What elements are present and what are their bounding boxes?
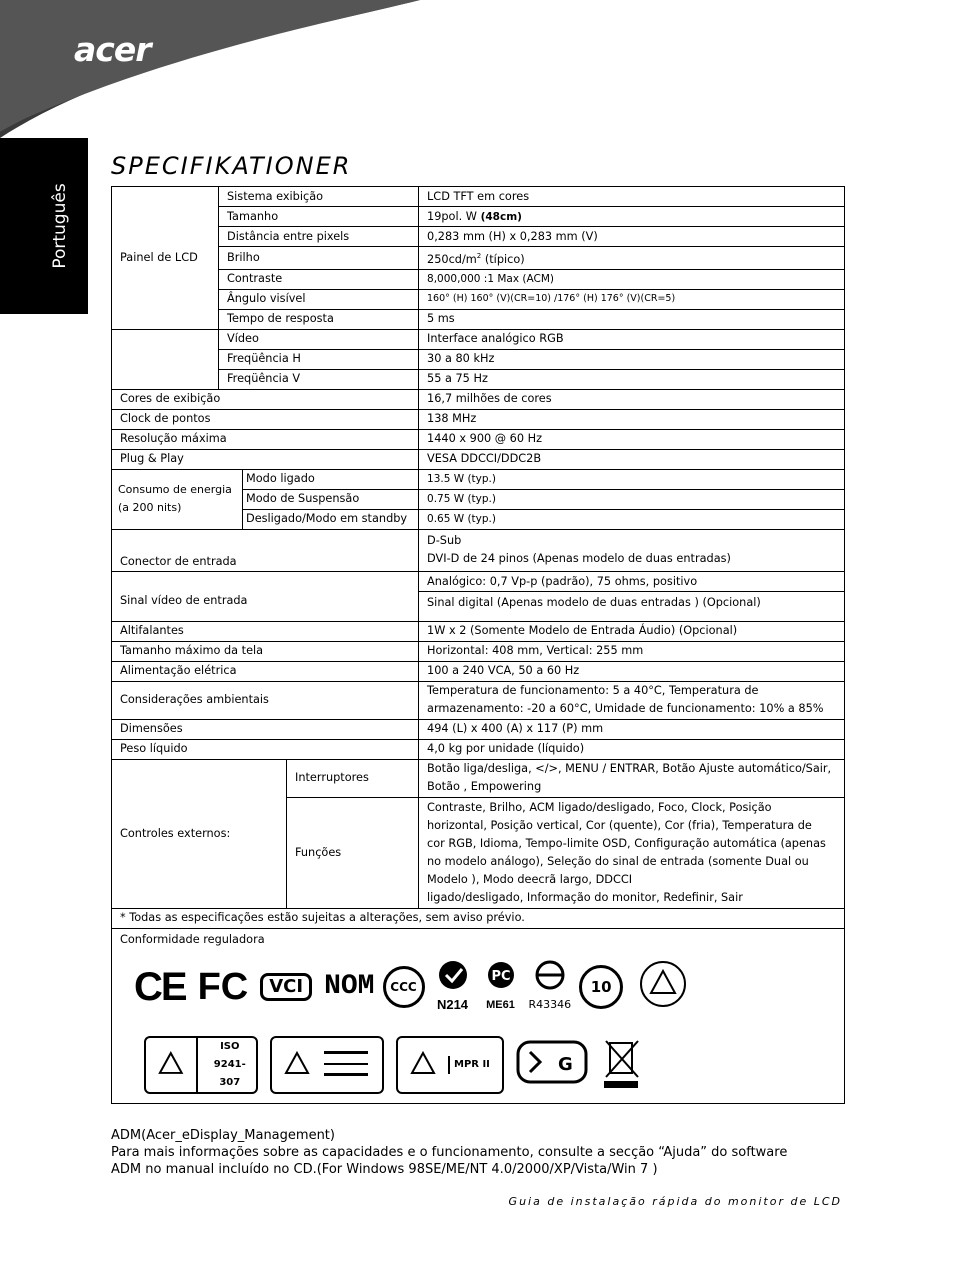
ctick-mark-icon xyxy=(433,960,473,1014)
spec-value-line: no modelo análogo), Seleção do sinal de entrada (somente Dual ou xyxy=(427,854,809,868)
spec-value: 0.75 W (typ.) xyxy=(419,489,845,509)
table-row xyxy=(112,389,845,409)
table-row xyxy=(112,719,845,739)
ukraine-mark-icon xyxy=(529,960,572,1014)
adm-section xyxy=(111,1127,841,1178)
spec-value-line: Temperatura de funcionamento: 5 a 40°C, Temperatura de xyxy=(427,684,759,698)
group-label-power-line2: (a 200 nits) xyxy=(118,501,182,515)
header-swoosh xyxy=(0,0,954,150)
spec-label: Cores de exibição xyxy=(112,389,419,409)
spec-value-line: ligado/desligado, Informação do monitor, Redefinir, Sair xyxy=(427,890,743,904)
table-row xyxy=(112,449,845,469)
spec-label: Plug & Play xyxy=(112,449,419,469)
spec-value: 4,0 kg por unidade (líquido) xyxy=(419,739,845,759)
ergonomics-g-mark-icon xyxy=(516,1038,588,1092)
compliance-logos-row-2 xyxy=(120,1019,836,1103)
spec-value: Interface analógico RGB xyxy=(419,329,845,349)
spec-label: Vídeo xyxy=(219,329,419,349)
adm-line: ADM no manual incluído no CD.(For Windows 98SE/ME/NT 4.0/2000/XP/Vista/Win 7 ) xyxy=(111,1162,658,1177)
table-row xyxy=(112,681,845,719)
spec-label: Altifalantes xyxy=(112,621,419,641)
spec-value-text: 250cd/m xyxy=(427,252,477,266)
spec-value-sup: 2 xyxy=(476,252,482,260)
table-row xyxy=(112,187,845,207)
spec-value-line: D-Sub xyxy=(427,534,462,548)
group-label-empty xyxy=(112,329,219,389)
spec-label: Brilho xyxy=(219,247,419,270)
spec-label: Tamanho xyxy=(219,207,419,227)
spec-value xyxy=(419,797,845,908)
table-row xyxy=(112,571,845,621)
language-tab xyxy=(0,138,88,314)
spec-label: Modo de Suspensão xyxy=(243,489,419,509)
spec-value: 5 ms xyxy=(419,309,845,329)
spec-label: Tempo de resposta xyxy=(219,309,419,329)
spec-value: LCD TFT em cores xyxy=(419,187,845,207)
spec-note: * Todas as especificações estão sujeitas a alterações, sem aviso prévio. xyxy=(112,908,845,928)
spec-label: Tamanho máximo da tela xyxy=(112,641,419,661)
group-label-power xyxy=(112,469,243,529)
ukraine-number: R43346 xyxy=(528,997,572,1011)
table-row xyxy=(112,739,845,759)
table-row xyxy=(112,207,845,227)
spec-label: Ângulo visível xyxy=(219,289,419,309)
table-row xyxy=(112,369,845,389)
china-rohs-10-icon: 10 xyxy=(579,965,623,1009)
group-label-panel: Painel de LCD xyxy=(112,187,219,330)
spec-value xyxy=(419,681,845,719)
spec-label: Sistema exibição xyxy=(219,187,419,207)
ccc-mark-icon: CCC xyxy=(383,966,425,1008)
spec-value xyxy=(419,571,845,621)
gost-mark-icon xyxy=(481,960,521,1014)
compliance-logos-row-1 xyxy=(120,949,836,1019)
spec-value xyxy=(419,529,845,571)
spec-value: 1440 x 900 @ 60 Hz xyxy=(419,429,845,449)
spec-label: Sinal vídeo de entrada xyxy=(112,571,419,621)
spec-label: Clock de pontos xyxy=(112,409,419,429)
table-row xyxy=(112,289,845,309)
adm-line: Para mais informações sobre as capacidades e o funcionamento, consulte a secção “Ajuda” do software xyxy=(111,1145,788,1160)
spec-value-line: Sinal digital (Apenas modelo de duas entradas ) (Opcional) xyxy=(419,591,844,620)
spec-value: 8,000,000 :1 Max (ACM) xyxy=(419,269,845,289)
fcc-mark-icon: FC xyxy=(197,965,249,1008)
table-row xyxy=(112,529,845,571)
spec-value: 0,283 mm (H) x 0,283 mm (V) xyxy=(419,227,845,247)
spec-value: 30 a 80 kHz xyxy=(419,349,845,369)
table-row xyxy=(112,908,845,928)
table-row xyxy=(112,928,845,1103)
spec-table xyxy=(111,186,845,1104)
spec-value: 138 MHz xyxy=(419,409,845,429)
table-row xyxy=(112,329,845,349)
spec-label: Modo ligado xyxy=(243,469,419,489)
table-row xyxy=(112,247,845,270)
group-label-power-line1: Consumo de energia xyxy=(118,483,232,497)
spec-value-suffix: (típico) xyxy=(481,252,525,266)
spec-value-line: Botão , Empowering xyxy=(427,780,542,794)
spec-label: Funções xyxy=(287,797,419,908)
spec-label: Freqüência V xyxy=(219,369,419,389)
nom-mark-icon: NOM xyxy=(324,970,375,1002)
spec-value-line: armazenamento: -20 a 60°C, Umidade de funcionamento: 10% a 85% xyxy=(427,702,824,716)
page-title: SPECIFIKATIONER xyxy=(111,152,352,180)
table-row xyxy=(112,621,845,641)
acer-logo: acer xyxy=(74,30,151,69)
spec-value-line: Analógico: 0,7 Vp-p (padrão), 75 ohms, positivo xyxy=(427,574,698,588)
spec-value-text: 19pol. W xyxy=(427,209,477,223)
spec-value: 160° (H) 160° (V)(CR=10) /176° (H) 176° (V)(CR=5) xyxy=(419,289,845,309)
spec-label: Interruptores xyxy=(287,759,419,797)
gost-number: ME61 xyxy=(486,998,515,1011)
spec-value-extra: (48cm) xyxy=(480,210,522,223)
spec-value xyxy=(419,247,845,270)
page-footer: Guia de instalação rápida do monitor de LCD xyxy=(508,1195,842,1208)
spec-value: 1W x 2 (Somente Modelo de Entrada Áudio) (Opcional) xyxy=(419,621,845,641)
table-row xyxy=(112,429,845,449)
table-row xyxy=(112,227,845,247)
spec-value: 13.5 W (typ.) xyxy=(419,469,845,489)
table-row xyxy=(112,269,845,289)
spec-label: Conector de entrada xyxy=(112,529,419,571)
spec-value: 100 a 240 VCA, 50 a 60 Hz xyxy=(419,661,845,681)
spec-value-line: cor RGB, Idioma, Tempo-limite OSD, Configuração automática (apenas xyxy=(427,836,826,850)
ctick-number: N214 xyxy=(436,996,469,1012)
spec-label: Alimentação elétrica xyxy=(112,661,419,681)
iso-label: ISO xyxy=(220,1040,240,1052)
spec-value-line: horizontal, Posição vertical, Cor (quente), Cor (fria), Temperatura de xyxy=(427,818,812,832)
spec-value xyxy=(419,207,845,227)
svg-text:G: G xyxy=(558,1053,573,1075)
tuv-nrtl-mark-icon xyxy=(631,959,695,1015)
tuv-mpr-badge-icon xyxy=(396,1036,504,1094)
iso-number: 9241-307 xyxy=(213,1058,246,1088)
tuv-bauart-badge-icon xyxy=(270,1036,384,1094)
spec-value-line: DVI-D de 24 pinos (Apenas modelo de duas entradas) xyxy=(427,552,731,566)
spec-value: 55 a 75 Hz xyxy=(419,369,845,389)
compliance-label: Conformidade reguladora xyxy=(120,932,265,946)
table-row xyxy=(112,641,845,661)
group-label-controls: Controles externos: xyxy=(112,759,287,908)
spec-label: Desligado/Modo em standby xyxy=(243,509,419,529)
table-row xyxy=(112,469,845,489)
spec-value: Horizontal: 408 mm, Vertical: 255 mm xyxy=(419,641,845,661)
table-row xyxy=(112,409,845,429)
spec-label: Contraste xyxy=(219,269,419,289)
spec-label: Resolução máxima xyxy=(112,429,419,449)
adm-title: ADM(Acer_eDisplay_Management) xyxy=(111,1128,335,1143)
spec-label: Freqüência H xyxy=(219,349,419,369)
language-label: Português xyxy=(50,183,70,269)
svg-text:PC: PC xyxy=(490,968,511,984)
weee-bin-icon xyxy=(600,1033,644,1097)
spec-value: VESA DDCCI/DDC2B xyxy=(419,449,845,469)
spec-value: 494 (L) x 400 (A) x 117 (P) mm xyxy=(419,719,845,739)
spec-label: Peso líquido xyxy=(112,739,419,759)
spec-value xyxy=(419,759,845,797)
compliance-cell xyxy=(112,928,845,1103)
spec-value: 16,7 milhões de cores xyxy=(419,389,845,409)
ce-mark-icon: CE xyxy=(134,964,186,1009)
spec-value: 0.65 W (typ.) xyxy=(419,509,845,529)
table-row xyxy=(112,661,845,681)
table-row xyxy=(112,309,845,329)
mpr-label: MPR II xyxy=(448,1056,490,1074)
spec-value-line: Contraste, Brilho, ACM ligado/desligado, Foco, Clock, Posição xyxy=(427,800,772,814)
spec-label: Distância entre pixels xyxy=(219,227,419,247)
tuv-iso-badge-icon xyxy=(144,1036,258,1094)
table-row xyxy=(112,349,845,369)
table-row xyxy=(112,759,845,797)
spec-label: Considerações ambientais xyxy=(112,681,419,719)
spec-value-line: Modelo ), Modo deecrã largo, DDCCI xyxy=(427,872,633,886)
vcci-mark-icon: VCI xyxy=(260,973,312,1001)
spec-label: Dimensões xyxy=(112,719,419,739)
spec-value-line: Botão liga/desliga, </>, MENU / ENTRAR, Botão Ajuste automático/Sair, xyxy=(427,762,832,776)
